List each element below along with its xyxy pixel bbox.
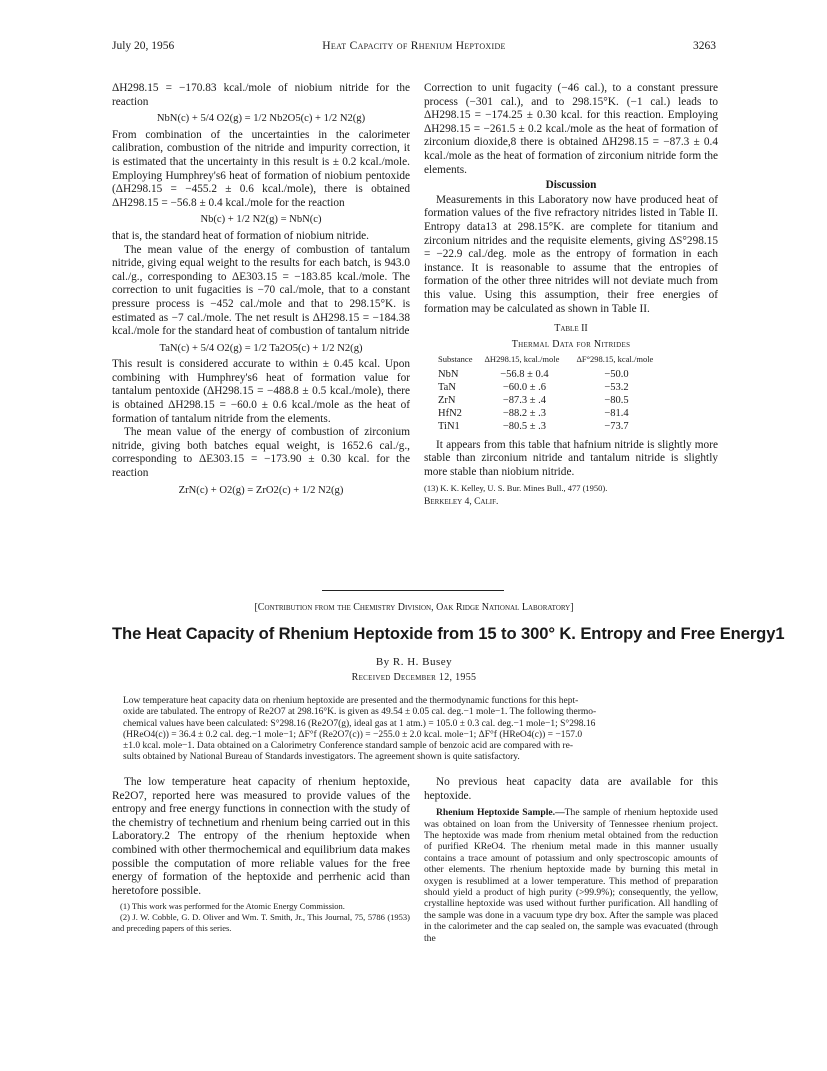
left-column xyxy=(112,82,410,500)
right-column xyxy=(424,82,718,509)
table-row xyxy=(432,381,662,394)
table-cell: −73.7 xyxy=(604,420,629,432)
footnote: (2) J. W. Cobble, G. D. Oliver and Wm. T. Smith, Jr., This Journal, 75, 5786 (1953) and preceding papers of this series. xyxy=(112,912,410,934)
table-cell: −56.8 ± 0.4 xyxy=(500,368,549,380)
table-header: Substance xyxy=(438,354,473,365)
table-row xyxy=(432,368,662,381)
table-cell: −60.0 ± .6 xyxy=(502,381,547,393)
abstract-line: oxide are tabulated. The entropy of Re2O7 at 298.16°K. is given as 49.54 ± 0.05 cal. deg.−1 mole−1. The following thermo- xyxy=(123,707,597,718)
equation: ZrN(c) + O2(g) = ZrO2(c) + 1/2 N2(g) xyxy=(178,484,344,496)
table-header: ΔH298.15, kcal./mole xyxy=(484,354,560,365)
table-title: Thermal Data for Nitrides xyxy=(511,338,631,350)
table-cell: TaN xyxy=(438,381,456,393)
footnote: (1) This work was performed for the Atomic Energy Commission. xyxy=(120,901,345,912)
paragraph: No previous heat capacity data are available for this heptoxide. xyxy=(424,776,718,802)
paragraph: From combination of the uncertainties in the calorimeter calibration, combustion of the nitride and impurity correction, it is estimated that the uncertainty in this result is ± 0.2 kcal./mole. Employing Humphrey's6 heat of formation of niobium pentoxide (ΔH298.15 = −455.2 ± 0.6 kcal./mole), there is obtained ΔH298.15 = −56.8 ± 0.4 kcal./mole for the reaction xyxy=(112,128,410,209)
intro-left-column xyxy=(112,776,410,934)
abstract-line: ±1.0 kcal. mole−1. Data obtained on a Calorimetry Conference standard sample of benzoic acid are compared with re- xyxy=(123,741,574,752)
abstract-line: (HReO4(c)) = 36.4 ± 0.2 cal. deg.−1 mole−1; ΔF°f (Re2O7(c)) = −255.0 ± 2.0 kcal. mole−1; ΔF°f (HReO4(c)) = −157.0 xyxy=(123,729,583,740)
table-cell: −80.5 ± .3 xyxy=(502,420,547,432)
article-title: The Heat Capacity of Rhenium Heptoxide from 15 to 300° K. Entropy and Free Energy1 xyxy=(112,624,785,643)
equation: TaN(c) + 5/4 O2(g) = 1/2 Ta2O5(c) + 1/2 N2(g) xyxy=(159,342,363,354)
table-header: ΔF°298.15, kcal./mole xyxy=(576,354,654,365)
abstract xyxy=(123,696,709,764)
paragraph: ΔH298.15 = −170.83 kcal./mole of niobium nitride for the reaction xyxy=(112,82,410,108)
paragraph: The low temperature heat capacity of rhenium heptoxide, Re2O7, reported here was measured to provide values of the entropy and free energy functions in connection with the study of the chemistry of technetium and rhenium being carried out in this Laboratory.2 The entropy of the rhenium heptoxide when combined with other thermochemical and equilibrium data makes possible the computation of more reliable values for the free energy of formation of the heptoxide and perrhenic acid than heretofore possible. xyxy=(112,776,410,897)
table-cell: NbN xyxy=(438,368,459,380)
subsection-heading: Rhenium Heptoxide Sample.— xyxy=(436,807,565,819)
paragraph: The mean value of the energy of combustion of zirconium nitride, giving both batches equal weight, is 1652.6 cal./g., corresponding to ΔE303.15 = −173.90 ± 0.30 kcal. for the reaction xyxy=(112,426,410,480)
abstract-line: sults obtained by National Bureau of Standards investigators. The agreement shown is quite satisfactory. xyxy=(123,752,520,763)
paragraph: It appears from this table that hafnium nitride is slightly more stable than zirconium nitride and tantalum nitride is slightly more stable than niobium nitride. xyxy=(424,438,718,478)
contribution-line: [Contribution from the Chemistry Division, Oak Ridge National Laboratory] xyxy=(254,602,574,613)
separator-rule xyxy=(322,590,504,591)
paragraph-text: The sample of rhenium heptoxide used was obtained on loan from the University of Tennessee rhenium project. The heptoxide was made from rhenium metal obtained from the reduction of purified KReO4. The rhenium metal made in this manner usually contains a trace amount of potassium and only spectroscopic amounts of other elements. The rhenium heptoxide made by burning this metal in oxygen is resublimed at a lower temperature. This method of preparation should yield a product of high purity (>99.9%); consequently, the yellow, crystalline heptoxide was used without further purification. All handling of the sample was done in a vacuum type dry box. After the sample was placed in the calorimeter and the cap sealed on, the sample was evacuated (through the xyxy=(424,807,718,944)
table-row xyxy=(432,394,662,407)
table-cell: −50.0 xyxy=(604,368,629,380)
paragraph xyxy=(424,807,718,944)
paragraph: that is, the standard heat of formation of niobium nitride. xyxy=(112,229,369,242)
table-cell: −53.2 xyxy=(604,381,629,393)
table-cell: −81.4 xyxy=(604,407,629,419)
author-byline: By R. H. Busey xyxy=(375,656,453,668)
received-date: Received December 12, 1955 xyxy=(351,672,477,683)
table-cell: −88.2 ± .3 xyxy=(502,407,547,419)
header-date: July 20, 1956 xyxy=(112,40,175,52)
table-cell: −87.3 ± .4 xyxy=(502,394,547,406)
table-cell: ZrN xyxy=(438,394,456,406)
page-header xyxy=(112,40,716,56)
table-cell: −80.5 xyxy=(604,394,629,406)
paragraph: Measurements in this Laboratory now have produced heat of formation values of the five refractory nitrides listed in Table II. Entropy data13 at 298.15°K. are complete for titanium and zirconium nitrides and the requisite elements, giving ΔS°298.15 = −22.9 cal./deg. mole as the entropy of formation in each instance. It is reasonable to assume that the entropies of formation of the other three nitrides will not deviate much from this value. Using this assumption, their free energies of formation may be calculated as shown in Table II. xyxy=(424,193,718,315)
header-running-title: Heat Capacity of Rhenium Heptoxide xyxy=(322,40,506,52)
address: Berkeley 4, Calif. xyxy=(424,496,499,507)
table-cell: HfN2 xyxy=(438,407,462,419)
header-page-number: 3263 xyxy=(693,40,716,52)
abstract-line: chemical values have been calculated: S°298.16 (Re2O7(g), ideal gas at 1 atm.) = 105.0 ± 0.3 cal. deg.−1 mole−1; S°298.16 xyxy=(123,718,596,729)
paragraph: Correction to unit fugacity (−46 cal.), to a constant pressure process (−301 cal.), and to 298.15°K. (−1 cal.) leads to ΔH298.15 = −174.25 ± 0.30 kcal. for this reaction. Employing ΔH298.15 = −261.5 ± 0.2 kcal./mole as the heat of formation of zirconium dioxide,8 there is obtained ΔH298.15 = −87.3 ± 0.4 kcal./mole as the heat of formation of zirconium nitride form the elements. xyxy=(424,82,718,176)
equation: NbN(c) + 5/4 O2(g) = 1/2 Nb2O5(c) + 1/2 N2(g) xyxy=(156,113,366,125)
intro-right-column xyxy=(424,776,718,944)
paragraph: The mean value of the energy of combustion of tantalum nitride, giving equal weight to the results for each batch, is 943.0 cal./g., corresponding to ΔE303.15 = −183.85 kcal./mole. The correction to unit fugacities is −70 cal./mole, that to a constant pressure process is −452 cal./mole and that to 298.15°K. is estimated as −7 cal./mole. The net result is ΔH298.15 = −184.38 kcal./mole for the standard heat of combustion of tantalum nitride xyxy=(112,243,410,338)
footnote: (13) K. K. Kelley, U. S. Bur. Mines Bull., 477 (1950). xyxy=(424,482,608,493)
table-row xyxy=(432,407,662,420)
paragraph: This result is considered accurate to within ± 0.45 kcal. Upon combining with Humphrey's6 heat of formation value for tantalum pentoxide (ΔH298.15 = −488.8 ± 0.5 kcal./mole), there is obtained ΔH298.15 = −60.0 ± 0.6 kcal./mole as the heat of formation of tantalum nitride from the elements. xyxy=(112,358,410,425)
table-caption: Table II xyxy=(554,323,588,335)
table-row xyxy=(432,420,662,433)
data-table xyxy=(432,355,662,433)
table-cell: TiN1 xyxy=(438,420,460,432)
abstract-line: Low temperature heat capacity data on rhenium heptoxide are presented and the thermodynamic functions for this hept- xyxy=(123,696,579,706)
section-heading: Discussion xyxy=(545,179,597,192)
equation: Nb(c) + 1/2 N2(g) = NbN(c) xyxy=(200,214,322,226)
